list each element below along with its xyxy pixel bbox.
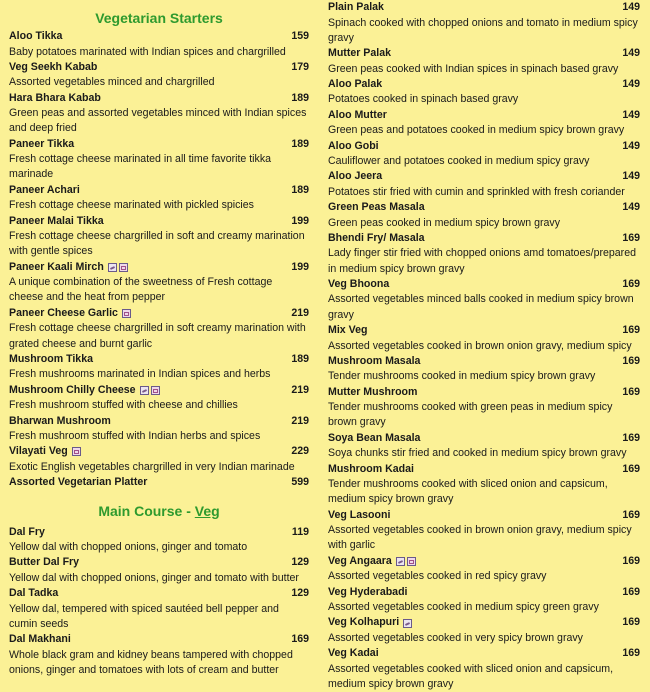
menu-item-description: Assorted vegetables cooked in brown onion gravy, medium spicy xyxy=(328,339,632,352)
menu-item-header xyxy=(328,585,640,601)
menu-item-description: Assorted vegetables cooked in brown onion gravy, medium spicy with garlic xyxy=(328,524,632,552)
menu-item xyxy=(328,585,640,616)
menu-item-description: Exotic English vegetables chargrilled in very Indian marinade xyxy=(9,460,295,473)
menu-item-price: 199 xyxy=(291,260,309,273)
menu-item-name: Paneer Malai Tikka xyxy=(9,214,104,227)
menu-item-name: Veg Lasooni xyxy=(328,508,391,521)
menu-item-price: 169 xyxy=(622,554,640,567)
menu-item-name-wrap xyxy=(328,646,379,661)
menu-item-price: 169 xyxy=(622,231,640,244)
menu-item-header xyxy=(328,169,640,185)
menu-item-description: Assorted vegetables cooked in very spicy brown gravy xyxy=(328,631,583,644)
menu-item xyxy=(9,214,309,260)
menu-item-description: Soya chunks stir fried and cooked in medium spicy brown gravy xyxy=(328,447,627,460)
menu-item-description: Fresh mushroom stuffed with Indian herbs and spices xyxy=(9,429,261,442)
menu-item-description: Green peas cooked in medium spicy brown gravy xyxy=(328,216,560,229)
menu-item-header xyxy=(328,385,640,401)
menu-item-name: Paneer Cheese Garlic xyxy=(9,306,118,319)
menu-item-name-wrap xyxy=(328,200,425,215)
menu-item-header xyxy=(9,137,309,153)
menu-item xyxy=(328,0,640,46)
menu-item-name-wrap xyxy=(328,139,379,154)
menu-item-header xyxy=(328,231,640,247)
menu-item-price: 169 xyxy=(622,462,640,475)
menu-item xyxy=(9,525,309,556)
menu-item-header xyxy=(328,138,640,154)
menu-item-name-wrap xyxy=(328,431,420,446)
menu-item-header xyxy=(9,555,309,571)
menu-item-name: Paneer Kaali Mirch xyxy=(9,260,104,273)
menu-item xyxy=(328,646,640,692)
menu-item-name: Paneer Tikka xyxy=(9,137,75,150)
menu-item-name: Dal Fry xyxy=(9,525,45,538)
menu-item-header xyxy=(328,508,640,524)
menu-item-price: 129 xyxy=(291,587,309,600)
menu-item-name: Veg Bhoona xyxy=(328,278,390,291)
menu-item-icons xyxy=(122,309,131,318)
menu-item-price: 149 xyxy=(622,77,640,90)
menu-item-description: Baby potatoes marinated with Indian spices and chargrilled xyxy=(9,45,286,58)
menu-item-name-wrap xyxy=(328,108,387,123)
menu-item-name-wrap xyxy=(9,555,79,570)
menu-item-description: Tender mushrooms cooked with sliced onion and capsicum, medium spicy brown gravy xyxy=(328,478,608,506)
menu-item-price: 599 xyxy=(291,476,309,489)
menu-item xyxy=(328,138,640,169)
menu-item xyxy=(9,475,309,491)
menu-item xyxy=(9,632,309,678)
menu-item xyxy=(328,77,640,108)
menu-item-name-wrap xyxy=(9,91,101,106)
menu-item-icons xyxy=(403,619,412,628)
menu-item-price: 149 xyxy=(622,1,640,14)
menu-item xyxy=(328,508,640,554)
menu-item-header xyxy=(328,277,640,293)
menu-item-name: Aloo Mutter xyxy=(328,108,387,121)
menu-item-description: Spinach cooked with chopped onions and tomato in medium spicy gravy xyxy=(328,16,638,44)
menu-item-header xyxy=(9,475,309,491)
menu-item-name: Veg Kadai xyxy=(328,647,379,660)
menu-item-header xyxy=(9,260,309,276)
menu-item-header xyxy=(9,214,309,230)
menu-item-header xyxy=(328,615,640,631)
menu-item-price: 129 xyxy=(291,556,309,569)
menu-item-description: Yellow dal with chopped onions, ginger and tomato with butter xyxy=(9,571,299,584)
menu-item-price: 189 xyxy=(291,137,309,150)
menu-item-description: Whole black gram and kidney beans tampered with chopped onions, ginger and tomatoes with lots of cream and butter xyxy=(9,648,293,677)
menu-item-name-wrap xyxy=(9,414,111,429)
menu-item-name-wrap xyxy=(9,137,74,152)
menu-item-name-wrap xyxy=(9,60,97,75)
menu-item-name: Bharwan Mushroom xyxy=(9,414,111,427)
menu-item-name-wrap xyxy=(328,231,425,246)
main-course-title-prefix: Main Course - xyxy=(98,502,195,519)
menu-item-name-wrap xyxy=(9,475,147,490)
menu-item xyxy=(9,586,309,632)
menu-item-description: Yellow dal, tempered with spiced sautéed bell pepper and cumin seeds xyxy=(9,602,279,630)
menu-item-name: Veg Hyderabadi xyxy=(328,585,408,598)
menu-item-name: Mushroom Tikka xyxy=(9,352,93,365)
menu-item-description: Assorted vegetables cooked in red spicy gravy xyxy=(328,570,547,583)
menu-item-header xyxy=(328,0,640,16)
menu-item-name: Mushroom Masala xyxy=(328,354,421,367)
menu-item-header xyxy=(9,413,309,429)
menu-item-header xyxy=(9,383,309,399)
menu-item-description: Tender mushrooms cooked in medium spicy brown gravy xyxy=(328,370,596,383)
menu-item-header xyxy=(9,525,309,541)
menu-item xyxy=(328,200,640,231)
menu-item-price: 219 xyxy=(291,414,309,427)
menu-item-name: Aloo Jeera xyxy=(328,170,383,183)
menu-item-name-wrap xyxy=(328,585,407,600)
menu-item xyxy=(328,277,640,323)
menu-item xyxy=(328,354,640,385)
menu-item-name-wrap xyxy=(328,615,412,630)
menu-item-price: 149 xyxy=(622,201,640,214)
menu-item-description: Potatoes stir fried with cumin and sprinkled with fresh coriander xyxy=(328,185,625,198)
menu-item-name: Bhendi Fry/ Masala xyxy=(328,231,425,244)
starters-list xyxy=(9,29,309,491)
menu-item-name-wrap xyxy=(328,46,391,61)
menu-item xyxy=(328,385,640,431)
menu-item-description: Fresh cottage cheese marinated with pickled spicies xyxy=(9,199,254,212)
menu-item-price: 169 xyxy=(622,354,640,367)
menu-item-name-wrap xyxy=(328,554,416,569)
menu-item xyxy=(328,46,640,77)
menu-item-description: Cauliflower and potatoes cooked in medium spicy gravy xyxy=(328,154,590,167)
menu-item-price: 169 xyxy=(622,431,640,444)
menu-item-header xyxy=(9,306,309,322)
menu-item-header xyxy=(328,46,640,62)
menu-item-name: Aloo Gobi xyxy=(328,139,379,152)
menu-item-description: Yellow dal with chopped onions, ginger and tomato xyxy=(9,541,248,554)
menu-item-price: 199 xyxy=(291,214,309,227)
menu-item-description: Tender mushrooms cooked with green peas in medium spicy brown gravy xyxy=(328,401,613,429)
menu-item-icons xyxy=(140,386,160,395)
menu-item-name-wrap xyxy=(328,354,420,369)
menu-item-name-wrap xyxy=(328,169,382,184)
menu-item-price: 149 xyxy=(622,47,640,60)
main-course-title-veg: Veg xyxy=(194,502,220,519)
menu-item-description: Lady finger stir fried with chopped onions amd tomatoes/prepared in medium spicy brown gravy xyxy=(328,247,636,275)
menu-item-name: Vilayati Veg xyxy=(9,445,68,458)
menu-item-description: Fresh mushrooms marinated in Indian spices and herbs xyxy=(9,368,271,381)
menu-item-price: 169 xyxy=(622,278,640,291)
menu-item-price: 169 xyxy=(622,616,640,629)
menu-item-price: 149 xyxy=(622,170,640,183)
menu-item xyxy=(9,352,309,383)
menu-item-price: 189 xyxy=(291,183,309,196)
menu-item-header xyxy=(9,91,309,107)
main-course-left-list xyxy=(9,525,309,679)
right-column xyxy=(328,0,640,692)
menu-item xyxy=(9,29,309,60)
cheese-icon xyxy=(119,263,128,272)
menu-item xyxy=(9,306,309,352)
menu-item-name: Soya Bean Masala xyxy=(328,431,421,444)
menu-item-header xyxy=(328,462,640,478)
menu-item-description: Assorted vegetables cooked with sliced onion and capsicum, medium spicy brown gravy xyxy=(328,662,614,690)
menu-item xyxy=(9,260,309,306)
menu-item-icons xyxy=(396,557,416,566)
menu-item-name-wrap xyxy=(328,462,414,477)
menu-item-description: Fresh cottage cheese marinated in all time favorite tikka marinade xyxy=(9,153,272,181)
menu-item-name-wrap xyxy=(9,383,160,398)
menu-item-name: Dal Tadka xyxy=(9,587,59,600)
menu-item-price: 169 xyxy=(622,385,640,398)
menu-item-description: Assorted vegetables minced balls cooked in medium spicy brown gravy xyxy=(328,293,634,321)
menu-item-name: Mushroom Chilly Cheese xyxy=(9,383,136,396)
menu-item-header xyxy=(328,354,640,370)
menu-item xyxy=(328,169,640,200)
menu-item-price: 179 xyxy=(291,60,309,73)
menu-item-name: Green Peas Masala xyxy=(328,201,425,214)
menu-item-header xyxy=(328,554,640,570)
menu-item-price: 159 xyxy=(291,30,309,43)
menu-item xyxy=(9,555,309,586)
menu-item-name: Butter Dal Fry xyxy=(9,556,80,569)
menu-item-name: Mutter Palak xyxy=(328,47,391,60)
menu-item-description: Fresh cottage cheese chargrilled in soft creamy marination with grated cheese and burnt garlic xyxy=(9,322,306,350)
cheese-icon xyxy=(72,447,81,456)
menu-item xyxy=(328,108,640,139)
menu-item-name: Paneer Achari xyxy=(9,183,80,196)
menu-item-description: Fresh cottage cheese chargrilled in soft and creamy marination with gentle spices xyxy=(9,230,305,258)
menu-item-header xyxy=(9,444,309,460)
menu-item-price: 189 xyxy=(291,352,309,365)
menu-item-name-wrap xyxy=(9,586,58,601)
menu-item-price: 219 xyxy=(291,383,309,396)
menu-item-name-wrap xyxy=(9,306,131,321)
menu-item-name-wrap xyxy=(328,508,390,523)
menu-item-name: Veg Angaara xyxy=(328,554,392,567)
menu-item-name-wrap xyxy=(9,352,93,367)
menu-item-price: 169 xyxy=(622,647,640,660)
menu-item-name: Mix Veg xyxy=(328,324,368,337)
menu-item-name-wrap xyxy=(328,77,382,92)
menu-item-header xyxy=(9,352,309,368)
menu-item-header xyxy=(9,183,309,199)
menu-item-price: 169 xyxy=(622,585,640,598)
menu-item-name: Dal Makhani xyxy=(9,633,71,646)
menu-item-name-wrap xyxy=(9,29,62,44)
menu-item xyxy=(328,431,640,462)
menu-item-price: 169 xyxy=(622,324,640,337)
menu-item-description: Fresh mushroom stuffed with cheese and chillies xyxy=(9,399,238,412)
main-course-heading xyxy=(9,500,309,522)
menu-item-name-wrap xyxy=(9,525,45,540)
menu-item-price: 119 xyxy=(291,525,309,538)
menu-item-name: Hara Bhara Kabab xyxy=(9,91,101,104)
menu-item-price: 149 xyxy=(622,108,640,121)
menu-item-description: Assorted vegetables minced and chargrilled xyxy=(9,76,215,89)
menu-item-description: Green peas cooked with Indian spices in spinach based gravy xyxy=(328,62,619,75)
menu-item-header xyxy=(328,77,640,93)
cheese-icon xyxy=(407,557,416,566)
menu-item-name-wrap xyxy=(9,214,104,229)
menu-item-header xyxy=(9,29,309,45)
cheese-icon xyxy=(122,309,131,318)
menu-item xyxy=(9,183,309,214)
menu-item xyxy=(328,231,640,277)
vegetarian-starters-heading: Vegetarian Starters xyxy=(95,10,223,26)
menu-item-name: Mushroom Kadai xyxy=(328,462,414,475)
menu-item-name-wrap xyxy=(328,385,417,400)
menu-item xyxy=(9,444,309,475)
menu-item-price: 229 xyxy=(291,445,309,458)
menu-item-header xyxy=(328,323,640,339)
menu-item xyxy=(9,91,309,137)
menu-item xyxy=(9,383,309,414)
menu-item-price: 189 xyxy=(291,91,309,104)
menu-item-name: Assorted Vegetarian Platter xyxy=(9,476,148,489)
menu-item-name-wrap xyxy=(9,183,80,198)
menu-item-name: Mutter Mushroom xyxy=(328,385,418,398)
menu-item-header xyxy=(328,108,640,124)
menu-item-name-wrap xyxy=(328,0,384,15)
spicy-icon xyxy=(396,557,405,566)
menu-item-icons xyxy=(108,263,128,272)
menu-item-name: Aloo Palak xyxy=(328,77,383,90)
menu-item xyxy=(328,462,640,508)
menu-item-name-wrap xyxy=(328,323,367,338)
spicy-icon xyxy=(140,386,149,395)
spicy-icon xyxy=(403,619,412,628)
menu-item-name: Veg Seekh Kabab xyxy=(9,60,98,73)
menu-item-header xyxy=(328,200,640,216)
menu-item-price: 219 xyxy=(291,306,309,319)
menu-item-name-wrap xyxy=(9,632,71,647)
menu-item-header xyxy=(328,646,640,662)
left-column xyxy=(9,0,309,678)
menu-item-description: Green peas and potatoes cooked in medium spicy brown gravy xyxy=(328,124,625,137)
menu-item xyxy=(328,323,640,354)
menu-item-name-wrap xyxy=(9,444,81,459)
menu-item-header xyxy=(9,632,309,648)
menu-item-icons xyxy=(72,447,81,456)
menu-item-description: Green peas and assorted vegetables minced with Indian spices and deep fried xyxy=(9,107,307,135)
menu-item-name-wrap xyxy=(9,260,128,275)
menu-item-price: 169 xyxy=(291,633,309,646)
menu-item-price: 169 xyxy=(622,508,640,521)
menu-item-name-wrap xyxy=(328,277,389,292)
menu-item xyxy=(328,615,640,646)
menu-item-header xyxy=(9,586,309,602)
main-course-right-list xyxy=(328,0,640,692)
menu-item-header xyxy=(9,60,309,76)
menu-item-description: Assorted vegetables cooked in medium spicy green gravy xyxy=(328,601,599,614)
menu-item-description: Potatoes cooked in spinach based gravy xyxy=(328,93,519,106)
menu-item xyxy=(9,60,309,91)
cheese-icon xyxy=(151,386,160,395)
menu-item xyxy=(9,137,309,183)
menu-item-name: Veg Kolhapuri xyxy=(328,616,400,629)
menu-item-price: 149 xyxy=(622,139,640,152)
spicy-icon xyxy=(108,263,117,272)
menu-item-name: Plain Palak xyxy=(328,1,384,14)
menu-item-header xyxy=(328,431,640,447)
menu-item-name: Aloo Tikka xyxy=(9,30,63,43)
menu-item xyxy=(9,413,309,444)
menu-item xyxy=(328,554,640,585)
menu-item-description: A unique combination of the sweetness of Fresh cottage cheese and the heat from pepper xyxy=(9,276,273,304)
